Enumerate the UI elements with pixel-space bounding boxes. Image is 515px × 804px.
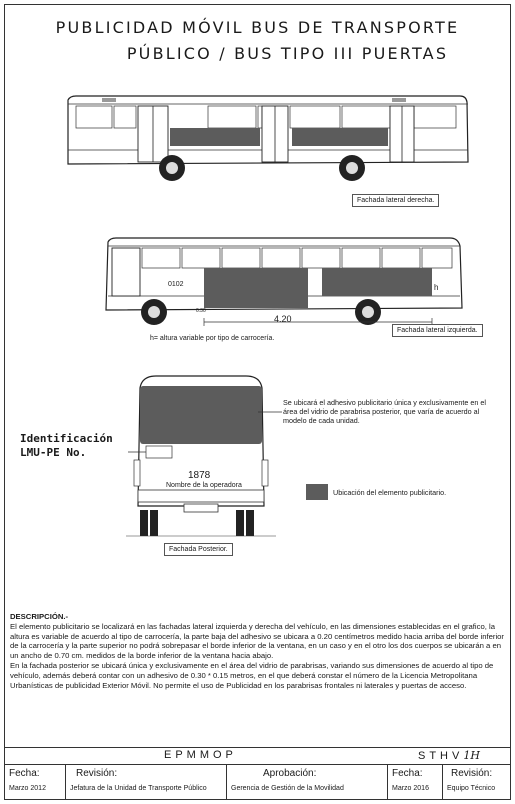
bus-left-unit-number: 0102 (168, 281, 184, 288)
footer-fecha2-cell (387, 764, 443, 800)
bus-rear-caption: Fachada Posterior. (164, 543, 233, 556)
footer-revision-value: Jefatura de la Unidad de Transporte Público (70, 785, 207, 792)
footer-aprobacion-cell (226, 764, 388, 800)
bus-left-small-label: 0.30 (196, 308, 206, 314)
identification-label (20, 432, 113, 460)
description-heading: DESCRIPCIÓN.- (10, 612, 69, 621)
bus-left-height-note: h= altura variable por tipo de carrocería. (150, 335, 275, 342)
footer-fecha2-label: Fecha: (392, 768, 423, 779)
footer-code-text: STHV (418, 750, 464, 762)
footer-fecha2-value: Marzo 2016 (392, 785, 429, 792)
bus-rear-operator-label: Nombre de la operadora (166, 482, 242, 489)
bus-rear-unit-number: 1878 (188, 470, 211, 481)
bus-left-dimension: 4.20 (274, 314, 292, 324)
identification-line2: LMU-PE No. (20, 446, 87, 459)
identification-line1: Identificación (20, 432, 113, 445)
legend-text: Ubicación del elemento publicitario. (333, 488, 447, 497)
page-title-line2: PÚBLICO / BUS TIPO III PUERTAS (126, 44, 449, 63)
footer-fecha-cell (4, 764, 66, 800)
bus-left-h-label: h (434, 283, 439, 292)
page-title-line1: PUBLICIDAD MÓVIL BUS DE TRANSPORTE (55, 18, 460, 37)
description-paragraph-2: En la fachada posterior se ubicará única y exclusivamente en el área del vidrio de parabrisas, variando sus dimensiones de acuerdo al tipo de vehículo, además deberá contar con un adhesivo de 0.30 * 0.15 metros, en el que deberá constar el número de la Licencia Metropolitana Urbanísticas de publicidad Exterior Móvil. No permite el uso de Publicidad en los parabrisas frontales ni laterales y puertas de acceso. (10, 660, 494, 690)
footer-aprobacion-label: Aprobación: (263, 768, 317, 779)
footer-revision2-label: Revisión: (451, 768, 493, 779)
footer-org: EPMMOP (164, 749, 237, 761)
rear-placement-note: Se ubicará el adhesivo publicitario única y exclusivamente en el área del vidrio de parabrisa posterior, que varía de acuerdo al modelo de cada unidad. (283, 398, 486, 425)
description-block (10, 612, 507, 690)
description-paragraph-1: El elemento publicitario se localizará en las fachadas lateral izquierda y derecha del vehículo, en las dimensiones establecidas en el grafico, la altura es variable de acuerdo al tipo de carrocería, la parte baja del adhesivo se ubicara a 0.20 centímetros medido hacia arriba del borde inferior de la carrocería y la parte superior no podrá sobrepasar el borde inferior de la ventana, en un caso y en el otro los dos cuerpos se ubicarán a en un ancho de 0.70 cm. medidos de la borde inferior de la ventana hacia abajo. (10, 621, 504, 661)
legend-swatch (306, 484, 328, 500)
footer-code (418, 749, 480, 762)
footer-code-mark: 1H (463, 749, 480, 762)
footer-revision2-cell (442, 764, 511, 800)
footer-fecha-value: Marzo 2012 (9, 785, 46, 792)
footer-fecha-label: Fecha: (9, 768, 40, 779)
bus-right-caption: Fachada lateral derecha. (352, 194, 439, 207)
footer-revision-cell (65, 764, 227, 800)
footer-revision2-value: Equipo Técnico (447, 785, 496, 792)
footer-aprobacion-value: Gerencia de Gestión de la Movilidad (231, 785, 344, 792)
bus-left-caption: Fachada lateral izquierda. (392, 324, 483, 337)
footer-title-block (4, 747, 511, 800)
footer-revision-label: Revisión: (76, 768, 118, 779)
